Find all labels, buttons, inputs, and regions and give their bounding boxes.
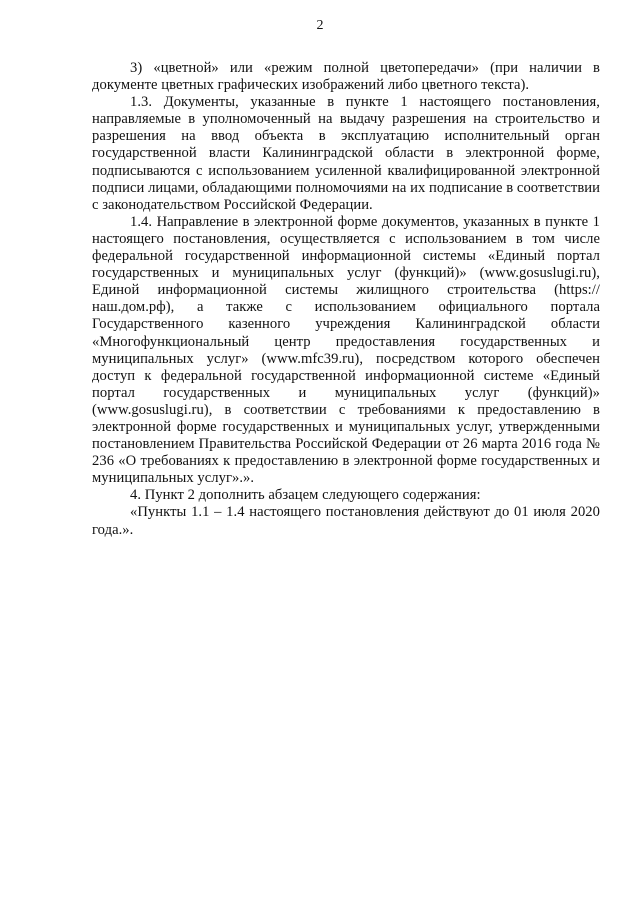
paragraph-color-mode: 3) «цветной» или «режим полной цветопередачи» (при наличии в документе цветных графических изображений либо цветного текста). — [92, 60, 600, 94]
paragraph-1-4: 1.4. Направление в электронной форме документов, указанных в пункте 1 настоящего постановления, осуществляется с использованием в том числе федеральной государственной информационной системы «Единый портал государственных и муниципальных услуг (функций)» (www.gosuslugi.ru), Единой информационной системы жилищного строительства (https://наш.дом.рф), а также с использованием официального портала Государственного казенного учреждения Калининградской области «Многофункциональный центр предоставления государственных и муниципальных услуг» (www.mfc39.ru), посредством которого обеспечен доступ к федеральной государственной информационной системе «Единый портал государственных и муниципальных услуг (функций)» (www.gosuslugi.ru), в соответствии с требованиями к предоставлению в электронной форме государственных и муниципальных услуг, утвержденными постановлением Правительства Российской Федерации от 26 марта 2016 года № 236 «О требованиях к предоставлению в электронной форме государственных и муниципальных услуг».». — [92, 213, 600, 487]
paragraph-4: 4. Пункт 2 дополнить абзацем следующего содержания: — [130, 487, 481, 504]
paragraph-1-3: 1.3. Документы, указанные в пункте 1 настоящего постановления, направляемые в уполномоченный на выдачу разрешения на строительство и разрешения на ввод объекта в эксплуатацию исполнительный орган государственной власти Калининградской области в электронной форме, подписываются с использованием усиленной квалифицированной электронной подписи лицами, обладающими полномочиями на их подписание в соответствии с законодательством Российской Федерации. — [92, 94, 600, 213]
paragraph-quote: «Пункты 1.1 – 1.4 настоящего постановления действуют до 01 июля 2020 года.». — [92, 504, 600, 538]
page-number: 2 — [316, 18, 324, 33]
document-body — [92, 60, 600, 539]
